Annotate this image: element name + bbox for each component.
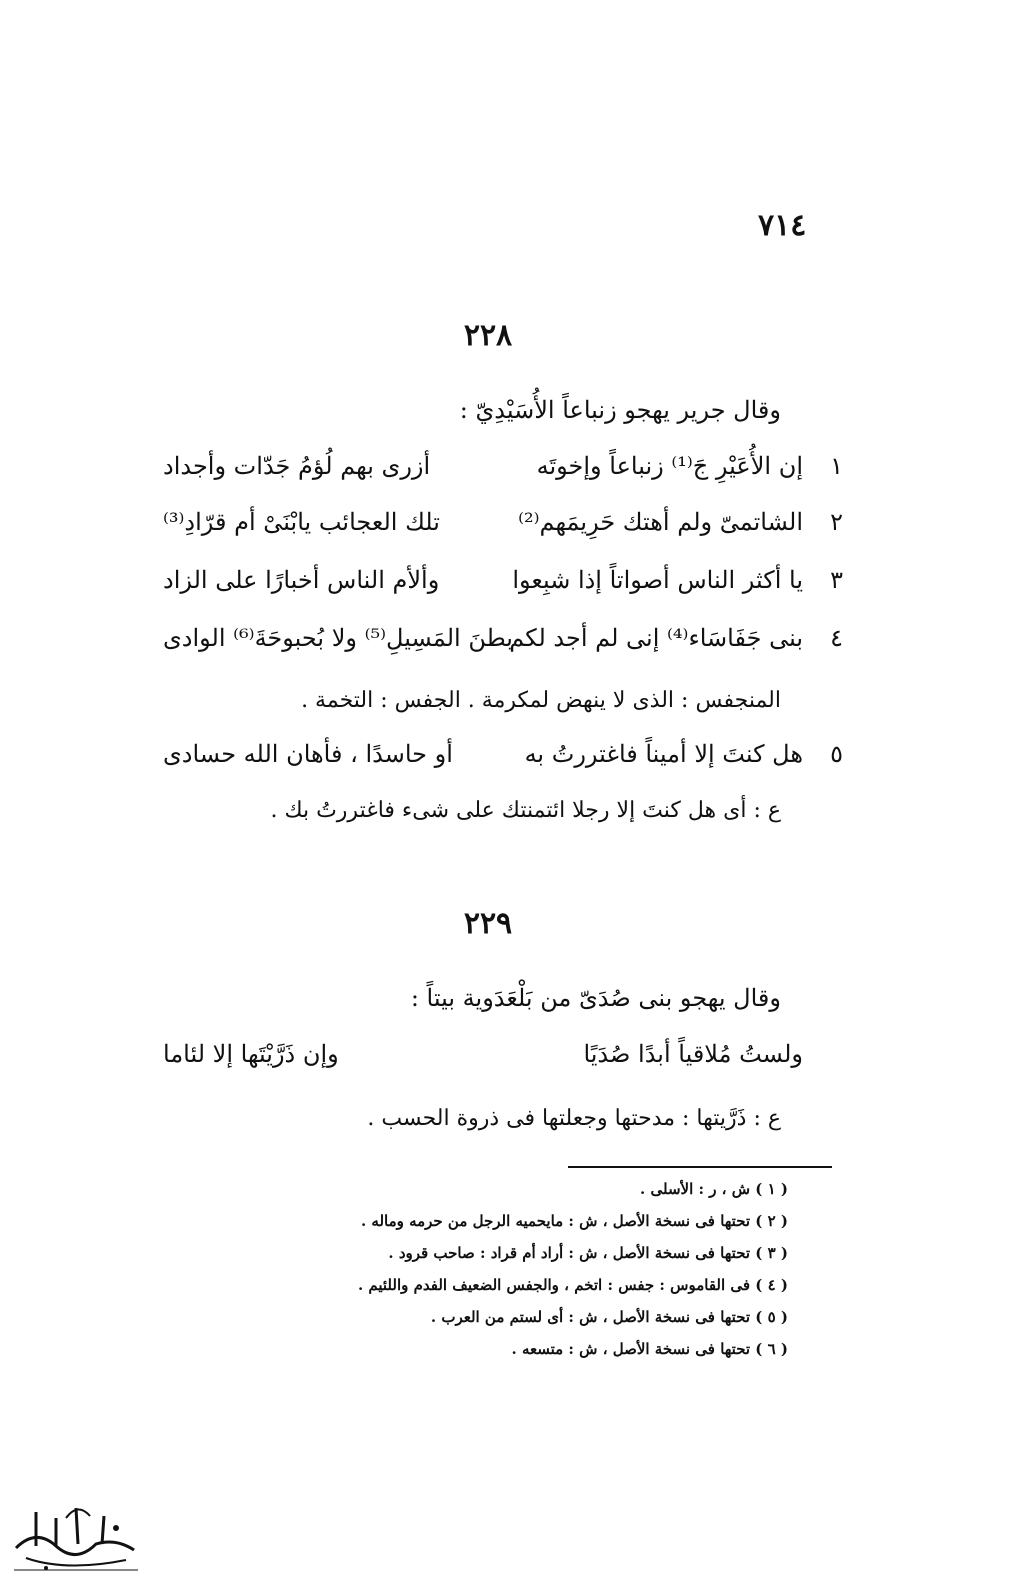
- verse-number: ٢: [830, 508, 843, 536]
- footnote-1: ( ١ ) ش ، ر : الأسلى .: [640, 1180, 788, 1198]
- footnote-2: ( ٢ ) تحتها فى نسخة الأصل ، ش : مايحميه الرجل من حرمه وماله .: [360, 1212, 788, 1230]
- gloss-verse-5: ع : أى هل كنتَ إلا رجلا ائتمنتك على شىء فاغتررتُ بك .: [270, 798, 781, 823]
- footnote-4: ( ٤ ) فى القاموس : جفس : اتخم ، والجفس الضعيف الفدم واللئيم .: [357, 1276, 788, 1294]
- verse-second-hemistich: وألأم الناس أخبارًا على الزاد: [163, 566, 440, 594]
- verse-number: ٣: [830, 566, 843, 594]
- verse-row-3: [163, 566, 843, 606]
- footnote-divider: [568, 1166, 832, 1168]
- verse-first-hemistich: يا أكثر الناس أصواتاً إذا شبِعوا: [512, 566, 803, 594]
- verse-row-5: [163, 740, 843, 780]
- verse-second-hemistich: أو حاسدًا ، فأهان الله حسادى: [163, 740, 453, 768]
- verse-second-hemistich: تلك العجائب يابْنَىْ أم قرّادِ⁽³⁾: [163, 508, 440, 536]
- verse-row-229: [163, 1040, 843, 1080]
- verse-number: ١: [830, 452, 843, 480]
- verse-row-2: [163, 508, 843, 548]
- footnote-5: ( ٥ ) تحتها فى نسخة الأصل ، ش : أى لستم من العرب .: [430, 1308, 788, 1326]
- verse-number: ٥: [830, 740, 843, 768]
- verse-first-hemistich: ولستُ مُلاقياً أبدًا صُدَيًا: [583, 1040, 803, 1068]
- section-229-intro: وقال يهجو بنى صُدَىّ من بَلْعَدَوية بيتاً :: [410, 984, 781, 1012]
- calligraphy-seal-icon: [6, 1488, 146, 1580]
- section-228-intro: وقال جرير يهجو زنباعاً الأُسَيْدِيّ :: [459, 396, 781, 424]
- footnote-6: ( ٦ ) تحتها فى نسخة الأصل ، ش : متسعه .: [511, 1340, 788, 1358]
- footnote-3: ( ٣ ) تحتها فى نسخة الأصل ، ش : أراد أم قراد : صاحب قرود .: [388, 1244, 788, 1262]
- verse-row-4: [163, 624, 843, 664]
- verse-first-hemistich: بنى جَفَاسَاء⁽⁴⁾ إنى لم أجد لكم: [509, 624, 803, 652]
- gloss-verse-229: ع : ذَرَّيتها : مدحتها وجعلتها فى ذروة الحسب .: [367, 1106, 781, 1131]
- verse-first-hemistich: إن الأُعَيْرِ جَ⁽¹⁾ زنباعاً وإخوتَه: [536, 452, 803, 480]
- verse-row-1: [163, 452, 843, 492]
- verse-number: ٤: [830, 624, 843, 652]
- section-number-229: ٢٢٩: [463, 906, 513, 941]
- verse-first-hemistich: هل كنتَ إلا أميناً فاغتررتُ به: [524, 740, 803, 768]
- section-number-228: ٢٢٨: [463, 318, 513, 353]
- verse-second-hemistich: بطنَ المَسِيلِ⁽⁵⁾ ولا بُحبوحَةَ⁽⁶⁾ الوادى: [163, 624, 513, 652]
- verse-first-hemistich: الشاتمىّ ولم أهتك حَرِيمَهم⁽²⁾: [518, 508, 803, 536]
- page-number: ٧١٤: [758, 208, 807, 243]
- verse-second-hemistich: وإن ذَرَّيْتَها إلا لئاما: [163, 1040, 339, 1068]
- gloss-verse-4: المنجفس : الذى لا ينهض لمكرمة . الجفس : التخمة .: [301, 688, 781, 713]
- verse-second-hemistich: أزرى بهم لُؤمُ جَدّات وأجداد: [163, 452, 431, 480]
